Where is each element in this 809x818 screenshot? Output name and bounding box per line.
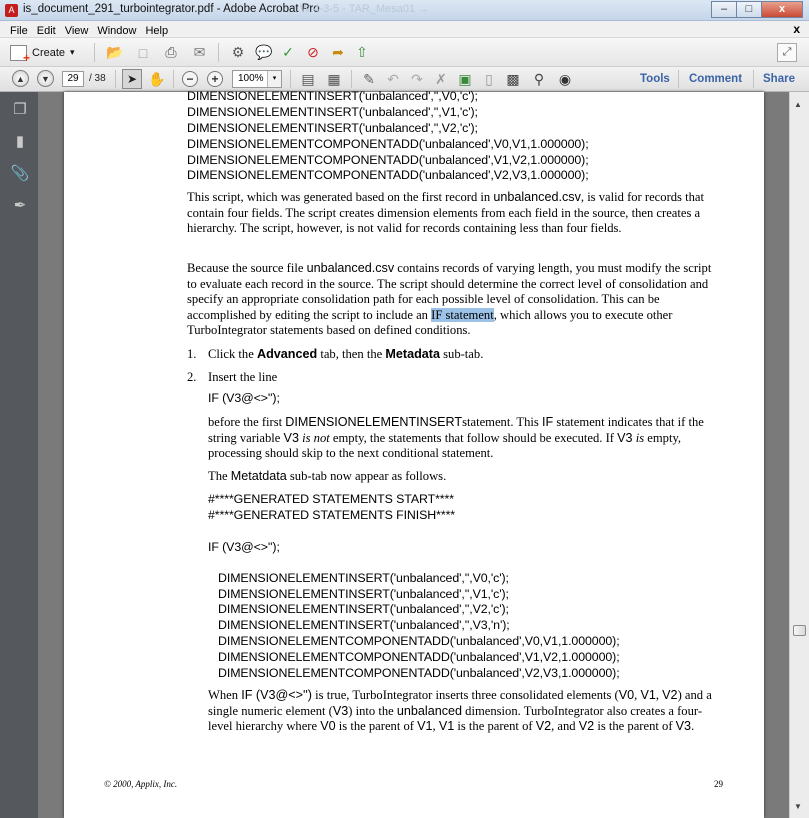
page-thumbnails-icon[interactable]: ❐	[13, 101, 27, 118]
create-button[interactable]	[10, 43, 75, 62]
code-line: DIMENSIONELEMENTINSERT('unbalanced','',V0,'c');	[218, 571, 509, 585]
settings-gear-icon[interactable]: ⚙	[231, 44, 245, 60]
search-icon[interactable]: ⚲	[533, 70, 545, 87]
tools-pane-link[interactable]: Tools	[640, 73, 670, 85]
share-doc-icon[interactable]: ⇧	[356, 44, 368, 60]
previous-page-icon[interactable]: ▲	[12, 70, 29, 87]
paragraph-unbalanced-source: Because the source file unbalanced.csv contains records of varying length, you must modify the script to evaluate each record in the source. The script should determine the correct level of consolidation and specify an appropriate consolidation path for each possible level of consolidation. This can be accomplished by editing the script to include an IF statement, which allows you to execute other TurboIntegrator statements based on defined conditions.	[187, 261, 712, 338]
delete-page-icon[interactable]: ✗	[435, 70, 447, 87]
comment-pane-link[interactable]: Comment	[689, 73, 743, 85]
create-dropdown-icon: ▾	[70, 47, 75, 57]
minimize-button[interactable]: –	[711, 1, 737, 18]
create-pdf-icon	[10, 45, 27, 61]
code-line-generated-start: #****GENERATED STATEMENTS START****	[208, 492, 454, 506]
next-page-icon[interactable]: ▼	[37, 70, 54, 87]
fit-width-icon[interactable]: ▦	[327, 70, 341, 87]
menu-view[interactable]: View	[64, 25, 89, 37]
selected-text-highlight: IF statement	[431, 307, 494, 322]
insert-page-icon[interactable]: ▯	[485, 70, 493, 87]
export-icon[interactable]: ➦	[332, 44, 344, 60]
menu-file[interactable]: File	[10, 25, 28, 37]
page-total: / 38	[89, 73, 106, 84]
step-1-number: 1.	[187, 347, 197, 361]
close-document-button[interactable]: x	[793, 22, 800, 36]
attachments-paperclip-icon[interactable]: 📎	[10, 165, 30, 182]
code-line: DIMENSIONELEMENTCOMPONENTADD('unbalanced',V2,V3,1.000000);	[218, 666, 620, 680]
paragraph-script-valid: This script, which was generated based on the first record in unbalanced.csv, is valid for records that contain four fields. The script creates dimension elements from each field in the source, then creates a hierarchy. The script, however, is not valid for records containing less than four fields.	[187, 190, 704, 236]
paragraph-metadata-tab: The Metatdata sub-tab now appear as follows.	[208, 469, 447, 483]
code-line: DIMENSIONELEMENTCOMPONENTADD('unbalanced',V1,V2,1.000000);	[187, 153, 589, 167]
ghost-title: W 4-3-5 - TAR_Mesa01 →	[300, 3, 430, 15]
code-line: DIMENSIONELEMENTCOMPONENTADD('unbalanced',V0,V1,1.000000);	[187, 137, 589, 151]
open-folder-icon[interactable]: 📂	[106, 44, 124, 60]
extract-icon[interactable]: ▣	[458, 70, 472, 87]
scrollbar-thumb[interactable]	[793, 625, 806, 636]
acrobat-app-icon: A	[5, 4, 18, 17]
close-window-button[interactable]: x	[761, 1, 803, 18]
email-icon[interactable]: ✉	[193, 44, 206, 60]
zoom-value: 100%	[238, 73, 264, 84]
paragraph-if-explanation: before the first DIMENSIONELEMENTINSERTstatement. This IF statement indicates that if the string variable V3 is not empty, the statements that follow should be executed. If V3 is empty, processing should skip to the next conditional statement.	[208, 415, 704, 461]
select-tool-icon[interactable]: ➤	[122, 69, 142, 89]
code-line-generated-finish: #****GENERATED STATEMENTS FINISH****	[208, 508, 456, 522]
page-footer-number: 29	[714, 779, 723, 789]
rotate-left-icon[interactable]: ↶	[387, 70, 399, 87]
maximize-button[interactable]: □	[736, 1, 762, 18]
code-line-if-2: IF (V3@<>'');	[208, 540, 280, 554]
navigation-pane	[0, 92, 38, 818]
create-label: Create	[32, 46, 66, 59]
edit-text-icon[interactable]: ✎	[363, 70, 375, 87]
save-icon[interactable]: □	[138, 45, 148, 61]
pdf-page	[64, 89, 764, 818]
code-line: DIMENSIONELEMENTINSERT('unbalanced','',V3,'n');	[218, 618, 510, 632]
code-line: DIMENSIONELEMENTINSERT('unbalanced','',V2,'c');	[187, 121, 478, 135]
comment-bubble-icon[interactable]: 💬	[255, 44, 273, 60]
step-2-text: Insert the line	[208, 370, 278, 384]
vertical-scrollbar[interactable]	[789, 92, 809, 818]
rotate-right-icon[interactable]: ↷	[411, 70, 423, 87]
code-line: DIMENSIONELEMENTCOMPONENTADD('unbalanced',V1,V2,1.000000);	[218, 650, 620, 664]
code-line: DIMENSIONELEMENTCOMPONENTADD('unbalanced',V0,V1,1.000000);	[218, 634, 620, 648]
code-line: DIMENSIONELEMENTINSERT('unbalanced','',V0,'c');	[187, 89, 478, 103]
window-title: is_document_291_turbointegrator.pdf - Adobe Acrobat Pro	[23, 3, 320, 15]
document-view[interactable]	[38, 89, 789, 818]
share-pane-link[interactable]: Share	[763, 73, 795, 85]
print-icon[interactable]: ⎙	[165, 44, 177, 60]
sign-icon[interactable]: ✓	[282, 44, 294, 60]
bookmarks-icon[interactable]: ▮	[15, 133, 25, 150]
signatures-icon[interactable]: ✒	[13, 197, 27, 214]
zoom-in-icon[interactable]: +	[207, 71, 223, 87]
paragraph-hierarchy-result: When IF (V3@<>'') is true, TurboIntegrator inserts three consolidated elements (V0, V1, V2) and a single numeric element (V3) into the unbalanced dimension. TurboIntegrator also creates a four-level hierarchy where V0 is the parent of V1, V1 is the parent of V2, and V2 is the parent of V3.	[208, 688, 712, 734]
hand-tool-icon[interactable]: ✋	[148, 70, 166, 87]
expand-fullscreen-icon[interactable]: ⤢	[777, 43, 797, 62]
zoom-dropdown-icon[interactable]: ▾	[267, 71, 281, 87]
scroll-down-arrow-icon[interactable]: ▼	[794, 802, 802, 811]
page-number-input[interactable]: 29	[62, 71, 84, 87]
menu-bar	[0, 21, 809, 38]
find-binoculars-icon[interactable]: ◉	[558, 70, 572, 87]
menu-window[interactable]: Window	[97, 25, 137, 37]
code-line: DIMENSIONELEMENTINSERT('unbalanced','',V1,'c');	[187, 105, 478, 119]
redact-icon[interactable]: ⊘	[307, 44, 319, 60]
code-line-if: IF (V3@<>'');	[208, 391, 280, 405]
fit-page-icon[interactable]: ▤	[301, 70, 315, 87]
page-footer-copyright: © 2000, Applix, Inc.	[104, 779, 178, 789]
menu-help[interactable]: Help	[145, 25, 169, 37]
title-bar	[0, 0, 809, 21]
code-line: DIMENSIONELEMENTINSERT('unbalanced','',V2,'c');	[218, 602, 509, 616]
step-2-number: 2.	[187, 370, 197, 384]
menu-edit[interactable]: Edit	[36, 25, 56, 37]
snapshot-icon[interactable]: ▩	[506, 70, 520, 87]
main-toolbar	[0, 38, 809, 67]
zoom-out-icon[interactable]: −	[182, 71, 198, 87]
scroll-up-arrow-icon[interactable]: ▲	[794, 100, 802, 109]
code-line: DIMENSIONELEMENTCOMPONENTADD('unbalanced',V2,V3,1.000000);	[187, 168, 589, 182]
code-line: DIMENSIONELEMENTINSERT('unbalanced','',V1,'c');	[218, 587, 509, 601]
step-1-text: Click the Advanced tab, then the Metadata sub-tab.	[208, 347, 484, 361]
zoom-select[interactable]	[232, 70, 282, 88]
